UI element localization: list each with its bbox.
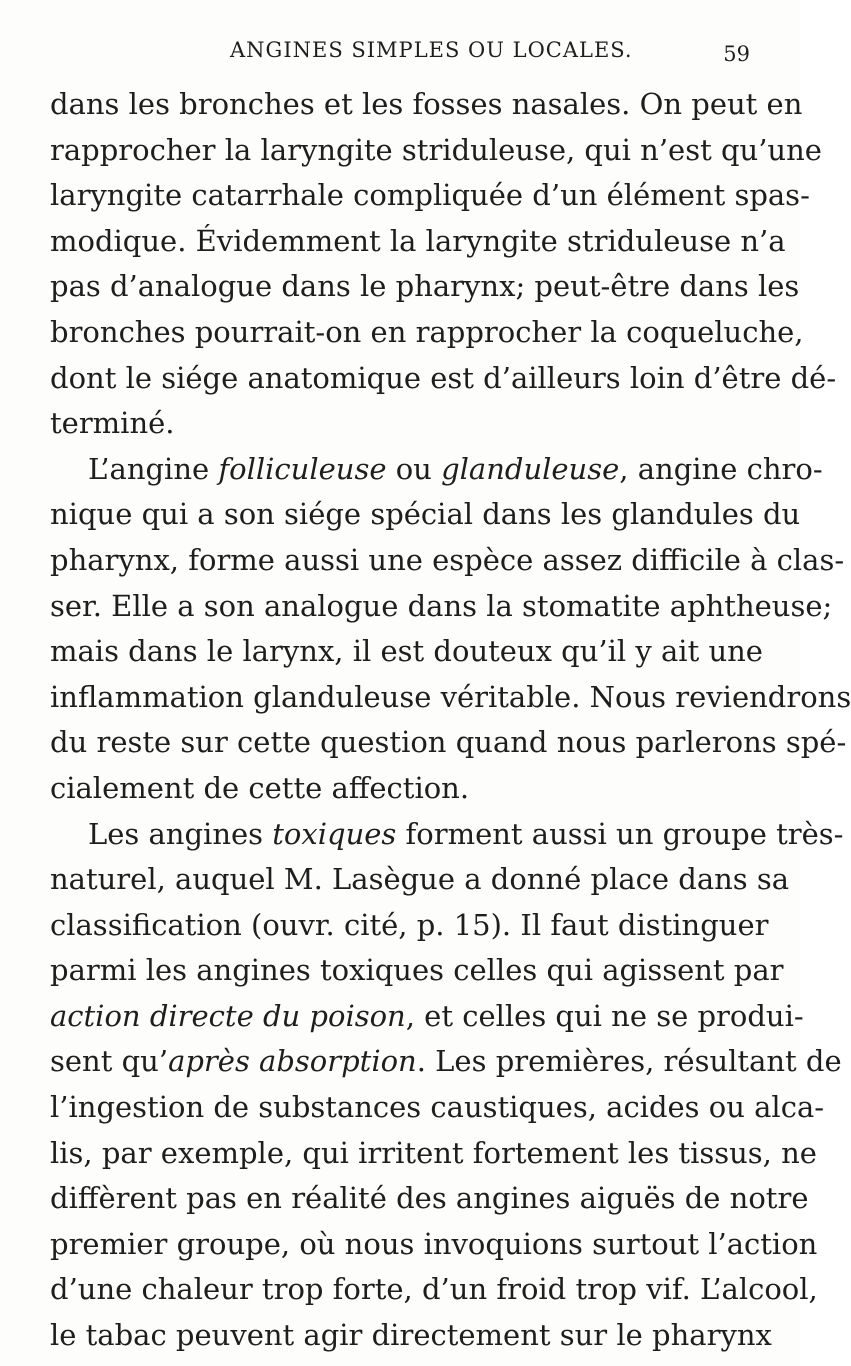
text-run: ser. Elle a son analogue dans la stomatite aphtheuse;: [50, 588, 833, 623]
text-line: [50, 857, 790, 903]
text-line: [50, 356, 837, 402]
body-text: [50, 82, 851, 1359]
text-run: pharynx, forme aussi une espèce assez difficile à clas-: [50, 542, 845, 577]
text-line: [50, 948, 784, 994]
text-line: [50, 629, 763, 675]
text-line: [50, 1313, 772, 1359]
text-run: . Les premières, résultant de: [416, 1044, 842, 1079]
text-run: , angine chro-: [619, 451, 823, 486]
text-line: [50, 492, 801, 538]
text-run: , et celles qui ne se produi-: [405, 998, 804, 1033]
text-run: l’ingestion de substances caustiques, acides ou alca-: [50, 1090, 825, 1125]
italic-text: action directe du poison: [50, 998, 406, 1033]
text-run: lis, par exemple, qui irritent fortement les tissus, ne: [50, 1135, 817, 1170]
text-line: [50, 720, 847, 766]
text-run: cialement de cette affection.: [50, 770, 470, 805]
text-run: sent qu’: [50, 1044, 169, 1079]
italic-text: folliculeuse: [218, 451, 387, 486]
text-run: terminé.: [50, 406, 175, 441]
paragraph: [50, 447, 851, 812]
text-run: dont le siége anatomique est d’ailleurs loin d’être dé-: [50, 360, 837, 395]
text-run: modique. Évidemment la laryngite striduleuse n’a: [50, 223, 786, 258]
text-line: [50, 1222, 818, 1268]
text-run: naturel, auquel M. Lasègue a donné place dans sa: [50, 862, 790, 897]
text-run: classification (ouvr. cité, p. 15). Il faut distinguer: [50, 907, 769, 942]
text-run: premier groupe, où nous invoquions surtout l’action: [50, 1226, 818, 1261]
text-line: [50, 538, 845, 584]
text-line: [50, 173, 810, 219]
text-line: [50, 1131, 817, 1177]
text-line: [50, 675, 851, 721]
text-line: [50, 1267, 818, 1313]
text-run: du reste sur cette question quand nous parlerons spé-: [50, 725, 847, 760]
text-run: inflammation glanduleuse véritable. Nous reviendrons: [50, 679, 851, 714]
text-run: mais dans le larynx, il est douteux qu’il y ait une: [50, 634, 763, 669]
text-line: [50, 1085, 825, 1131]
text-run: d’une chaleur trop forte, d’un froid trop vif. L’alcool,: [50, 1272, 818, 1307]
text-line: [50, 1176, 809, 1222]
text-line: [50, 401, 752, 447]
text-line: [50, 447, 823, 493]
text-line: [50, 264, 800, 310]
text-line: [50, 128, 822, 174]
italic-text: après absorption: [168, 1044, 417, 1079]
text-run: ou: [386, 451, 442, 486]
paragraph: [50, 812, 844, 1359]
text-run: nique qui a son siége spécial dans les glandules du: [50, 497, 801, 532]
page-number: 59: [723, 42, 750, 66]
italic-text: toxiques: [272, 816, 397, 851]
text-run: forment aussi un groupe très-: [396, 816, 844, 851]
text-run: le tabac peuvent agir directement sur le pharynx: [50, 1318, 772, 1353]
text-line: [50, 1039, 842, 1085]
paragraph: [50, 82, 837, 447]
text-run: bronches pourrait-on en rapprocher la coqueluche,: [50, 314, 804, 349]
text-line: [50, 584, 833, 630]
text-run: rapprocher la laryngite striduleuse, qui n’est qu’une: [50, 132, 822, 167]
text-line: [50, 903, 769, 949]
text-line: [50, 310, 804, 356]
text-line: [50, 219, 786, 265]
text-run: diffèrent pas en réalité des angines aiguës de notre: [50, 1181, 809, 1216]
text-line: [50, 82, 803, 128]
text-line: [50, 766, 752, 812]
text-line: [50, 994, 804, 1040]
text-run: laryngite catarrhale compliquée d’un élément spas-: [50, 178, 810, 213]
text-run: dans les bronches et les fosses nasales. On peut en: [50, 87, 803, 121]
text-run: Les angines: [88, 816, 273, 851]
text-run: L’angine: [88, 451, 219, 486]
running-title: ANGINES SIMPLES OU LOCALES.: [230, 38, 633, 62]
running-header: [50, 38, 760, 68]
text-run: parmi les angines toxiques celles qui agissent par: [50, 953, 784, 988]
italic-text: glanduleuse: [441, 451, 620, 486]
text-line: [50, 812, 844, 858]
text-run: pas d’analogue dans le pharynx; peut-être dans les: [50, 269, 800, 304]
